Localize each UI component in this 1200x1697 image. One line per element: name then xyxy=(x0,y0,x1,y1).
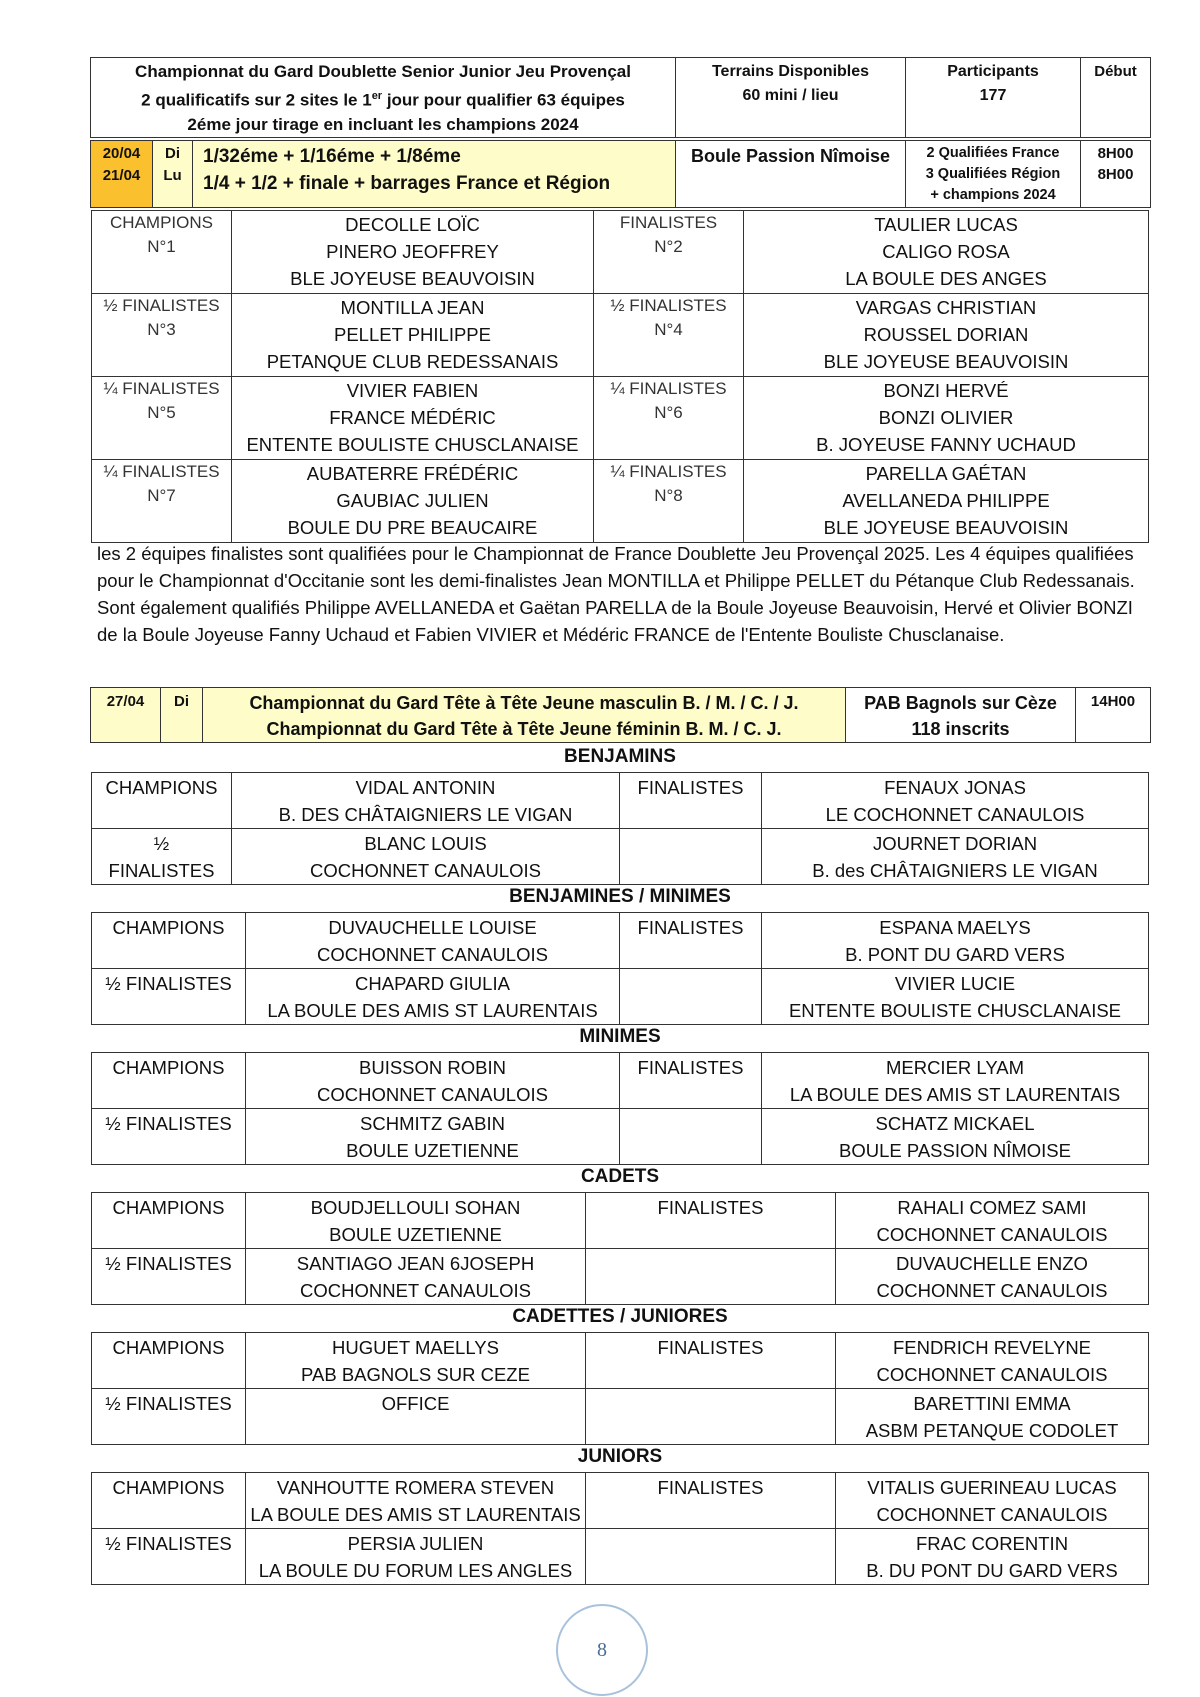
category-title: BENJAMINS xyxy=(564,746,676,767)
label-line: N°3 xyxy=(147,320,176,339)
category-title: MINIMES xyxy=(579,1026,661,1047)
club-name: LA BOULE DES AMIS ST LAURENTAIS xyxy=(789,1084,1121,1105)
inscrits-count: 118 inscrits xyxy=(911,719,1010,739)
label-line: ¼ FINALISTES xyxy=(103,379,220,398)
category-title: JUNIORS xyxy=(577,1446,663,1467)
qualification-paragraph: les 2 équipes finalistes sont qualifiées pour le Championnat de France Doublette Jeu Provençal 2025. Les 4 équipes qualifiées pour le Championnat d'Occitanie sont les demi-finalistes Jean MONTILLA et Philippe PELLET du Pétanque Club Redessanais. Sont également qualifiés Philippe AVELLANEDA et Gaëtan PARELLA de la Boule Joyeuse Beauvoisin, Hervé et Olivier BONZI de la Boule Joyeuse Fanny Uchaud et Fabien VIVIER et Médéric FRANCE de l'Entente Bouliste Chusclanaise. xyxy=(97,543,1135,645)
event-title xyxy=(203,688,846,743)
empty-cell xyxy=(586,1529,836,1585)
club-name: B. des CHÂTAIGNIERS LE VIGAN xyxy=(812,860,1098,881)
category-title: CADETS xyxy=(580,1166,660,1187)
player-name: HUGUET MAELLYS xyxy=(332,1337,499,1358)
club-name: BOULE UZETIENNE xyxy=(329,1224,502,1245)
champion-cell xyxy=(246,1333,586,1389)
club-name: B. JOYEUSE FANNY UCHAUD xyxy=(816,434,1076,455)
player-name: FENDRICH REVELYNE xyxy=(892,1337,1092,1358)
result-label xyxy=(594,211,744,294)
champions-row xyxy=(92,1333,1149,1389)
participants-label: Participants xyxy=(947,63,1039,80)
result-label xyxy=(594,294,744,377)
club-name: BLE JOYEUSE BEAUVOISIN xyxy=(823,351,1069,372)
label-line: N°2 xyxy=(654,237,683,256)
club-name: COCHONNET CANAULOIS xyxy=(300,1280,531,1301)
qualification-line: 3 Qualifiées Région xyxy=(925,166,1061,182)
category-title: BENJAMINES / MINIMES xyxy=(509,886,731,907)
player-name: PINERO JEOFFREY xyxy=(326,241,499,262)
title-line: Championnat du Gard Doublette Senior Junior Jeu Provençal xyxy=(135,62,631,81)
times-cell xyxy=(1081,141,1151,208)
event-schedule-row xyxy=(90,140,1151,208)
player-name: VANHOUTTE ROMERA STEVEN xyxy=(276,1477,555,1498)
player-name: SANTIAGO JEAN 6JOSEPH xyxy=(296,1253,535,1274)
finalistes-label: FINALISTES xyxy=(620,913,762,969)
label-line: N°8 xyxy=(654,486,683,505)
club-name: ENTENTE BOULISTE CHUSCLANAISE xyxy=(788,1000,1122,1021)
player-name: OFFICE xyxy=(381,1393,450,1414)
terrains-cell xyxy=(676,58,906,138)
player-name: CALIGO ROSA xyxy=(882,241,1010,262)
event-header-doublette xyxy=(90,57,1151,138)
category-table-minimes xyxy=(91,1052,1149,1165)
semifinalist-cell xyxy=(836,1529,1149,1585)
semifinal-row xyxy=(92,1529,1149,1585)
category-title: CADETTES / JUNIORES xyxy=(512,1306,728,1327)
player-name: RAHALI COMEZ SAMI xyxy=(897,1197,1087,1218)
club-name: COCHONNET CANAULOIS xyxy=(876,1504,1108,1525)
finalist-cell xyxy=(762,913,1149,969)
label-line: N°5 xyxy=(147,403,176,422)
player-name: AUBATERRE FRÉDÉRIC xyxy=(306,463,519,484)
label-line: N°7 xyxy=(147,486,176,505)
date-cell xyxy=(91,688,161,743)
debut-label: Début xyxy=(1094,63,1137,80)
semifinalist-cell xyxy=(246,1109,620,1165)
finalist-cell xyxy=(836,1193,1149,1249)
player-name: VIVIER LUCIE xyxy=(894,973,1016,994)
club-name: COCHONNET CANAULOIS xyxy=(876,1280,1108,1301)
empty-cell xyxy=(586,1389,836,1445)
date: 21/04 xyxy=(102,167,141,184)
player-name: VITALIS GUERINEAU LUCAS xyxy=(867,1477,1117,1498)
start-time: 14H00 xyxy=(1090,693,1136,710)
rounds-line: 1/4 + 1/2 + finale + barrages France et Région xyxy=(203,173,611,194)
finalistes-label: FINALISTES xyxy=(586,1333,836,1389)
finalist-cell xyxy=(762,773,1149,829)
champion-cell xyxy=(246,1473,586,1529)
result-label xyxy=(594,377,744,460)
champions-label: CHAMPIONS xyxy=(92,1193,246,1249)
label-line: ½ xyxy=(153,833,170,854)
venue: Boule Passion Nîmoise xyxy=(690,146,891,166)
semifinalist-cell xyxy=(762,829,1149,885)
club-name: B. PONT DU GARD VERS xyxy=(845,944,1065,965)
empty-cell xyxy=(586,1249,836,1305)
club-name: COCHONNET CANAULOIS xyxy=(317,944,548,965)
champions-row xyxy=(92,1053,1149,1109)
champion-cell xyxy=(246,1193,586,1249)
day-cell xyxy=(161,688,203,743)
club-name: LA BOULE DU FORUM LES ANGLES xyxy=(258,1560,573,1581)
title-line-part: jour pour qualifier 63 équipes xyxy=(382,90,625,110)
champions-row xyxy=(92,1193,1149,1249)
player-name: FENAUX JONAS xyxy=(884,777,1026,798)
label-line: N°4 xyxy=(654,320,683,339)
semifinalist-cell xyxy=(246,1529,586,1585)
title-line: Championnat du Gard Tête à Tête Jeune masculin B. / M. / C. / J. xyxy=(249,693,799,713)
result-row xyxy=(92,460,1149,543)
result-label xyxy=(92,377,232,460)
finalistes-label: FINALISTES xyxy=(620,1053,762,1109)
day: Lu xyxy=(163,167,182,184)
team-cell xyxy=(232,377,594,460)
empty-cell xyxy=(620,829,762,885)
club-name: ENTENTE BOULISTE CHUSCLANAISE xyxy=(246,434,579,455)
result-row xyxy=(92,211,1149,294)
player-name: SCHATZ MICKAEL xyxy=(875,1113,1035,1134)
terrains-value: 60 mini / lieu xyxy=(742,87,839,104)
label-line: ½ FINALISTES xyxy=(610,296,727,315)
day: Di xyxy=(165,145,180,162)
player-name: VIDAL ANTONIN xyxy=(355,777,496,798)
player-name: DUVAUCHELLE ENZO xyxy=(896,1253,1088,1274)
team-cell xyxy=(744,377,1149,460)
player-name: BARETTINI EMMA xyxy=(913,1393,1071,1414)
player-name: MERCIER LYAM xyxy=(885,1057,1025,1078)
label-line: ¼ FINALISTES xyxy=(103,462,220,481)
category-table-benjamins xyxy=(91,772,1149,885)
participants-value: 177 xyxy=(979,87,1007,104)
player-name: BOUDJELLOULI SOHAN xyxy=(310,1197,521,1218)
champion-cell xyxy=(232,773,620,829)
player-name: FRAC CORENTIN xyxy=(915,1533,1069,1554)
qualifications-cell xyxy=(906,141,1081,208)
rounds-line: 1/32éme + 1/16éme + 1/8éme xyxy=(203,146,461,167)
semifinalist-cell xyxy=(232,829,620,885)
player-name: VIVIER FABIEN xyxy=(346,380,479,401)
participants-cell xyxy=(906,58,1081,138)
champion-cell xyxy=(246,913,620,969)
day: Di xyxy=(174,693,189,710)
finalistes-label: FINALISTES xyxy=(586,1193,836,1249)
empty-cell xyxy=(620,969,762,1025)
team-cell xyxy=(744,211,1149,294)
result-label xyxy=(594,460,744,543)
semifinalist-cell xyxy=(246,969,620,1025)
label-line: FINALISTES xyxy=(619,213,718,232)
result-label xyxy=(92,294,232,377)
semifinal-label: ½ FINALISTES xyxy=(92,1109,246,1165)
player-name: JOURNET DORIAN xyxy=(872,833,1038,854)
semifinalist-cell xyxy=(836,1389,1149,1445)
club-name: COCHONNET CANAULOIS xyxy=(876,1364,1108,1385)
player-name: TAULIER LUCAS xyxy=(874,214,1018,235)
days-cell xyxy=(153,141,193,208)
club-name: BOULE PASSION NÎMOISE xyxy=(839,1140,1071,1161)
club-name: LE COCHONNET CANAULOIS xyxy=(825,804,1085,825)
semifinalist-cell xyxy=(246,1249,586,1305)
team-cell xyxy=(232,460,594,543)
player-name: ROUSSEL DORIAN xyxy=(863,324,1029,345)
player-name: BONZI HERVÉ xyxy=(883,380,1009,401)
category-table-benjamines-minimes xyxy=(91,912,1149,1025)
finalist-cell xyxy=(762,1053,1149,1109)
champions-label: CHAMPIONS xyxy=(92,773,232,829)
club-name: BLE JOYEUSE BEAUVOISIN xyxy=(823,517,1069,538)
champion-cell xyxy=(246,1053,620,1109)
player-name: PERSIA JULIEN xyxy=(347,1533,484,1554)
label-line: CHAMPIONS xyxy=(110,213,213,232)
title-superscript: er xyxy=(371,90,383,102)
player-name: DECOLLE LOÏC xyxy=(345,214,480,235)
label-line: ½ FINALISTES xyxy=(103,296,220,315)
event-header-tete-a-tete xyxy=(90,687,1151,743)
label-line: ¼ FINALISTES xyxy=(610,379,727,398)
champions-label: CHAMPIONS xyxy=(92,1053,246,1109)
finalistes-label: FINALISTES xyxy=(620,773,762,829)
semifinal-label: ½ FINALISTES xyxy=(92,969,246,1025)
player-name: DUVAUCHELLE LOUISE xyxy=(328,917,537,938)
venue-cell xyxy=(676,141,906,208)
player-name: BLANC LOUIS xyxy=(364,833,487,854)
player-name: BONZI OLIVIER xyxy=(878,407,1014,428)
club-name: COCHONNET CANAULOIS xyxy=(876,1224,1108,1245)
finalistes-label: FINALISTES xyxy=(586,1473,836,1529)
player-name: VARGAS CHRISTIAN xyxy=(855,297,1037,318)
semifinal-row xyxy=(92,969,1149,1025)
club-name: LA BOULE DES ANGES xyxy=(845,268,1047,289)
semifinal-label: ½ FINALISTES xyxy=(92,1529,246,1585)
semifinal-row xyxy=(92,1109,1149,1165)
player-name: AVELLANEDA PHILIPPE xyxy=(842,490,1050,511)
club-name: BOULE UZETIENNE xyxy=(346,1140,519,1161)
semifinal-row xyxy=(92,829,1149,885)
club-name: COCHONNET CANAULOIS xyxy=(310,860,541,881)
event-title xyxy=(91,58,676,138)
club-name: PETANQUE CLUB REDESSANAIS xyxy=(266,351,559,372)
team-cell xyxy=(744,294,1149,377)
finalist-cell xyxy=(836,1473,1149,1529)
semifinal-label: ½ FINALISTES xyxy=(92,1249,246,1305)
semifinal-label: ½ FINALISTES xyxy=(92,1389,246,1445)
player-name: PARELLA GAÉTAN xyxy=(865,463,1027,484)
result-row xyxy=(92,377,1149,460)
result-row xyxy=(92,294,1149,377)
title-line: 2éme jour tirage en incluant les champions 2024 xyxy=(187,114,579,134)
result-label xyxy=(92,460,232,543)
club-name: BOULE DU PRE BEAUCAIRE xyxy=(287,517,538,538)
result-label xyxy=(92,211,232,294)
semifinal-row xyxy=(92,1249,1149,1305)
semifinal-row xyxy=(92,1389,1149,1445)
start-time: 8H00 xyxy=(1097,145,1134,162)
doublette-results-table xyxy=(91,210,1149,543)
player-name: PELLET PHILIPPE xyxy=(334,324,491,345)
debut-cell xyxy=(1081,58,1151,138)
champions-label: CHAMPIONS xyxy=(92,1333,246,1389)
date: 27/04 xyxy=(106,693,145,710)
date: 20/04 xyxy=(102,145,141,162)
dates-cell xyxy=(91,141,153,208)
venue: PAB Bagnols sur Cèze xyxy=(864,693,1057,713)
category-table-juniors xyxy=(91,1472,1149,1585)
team-cell xyxy=(744,460,1149,543)
time-cell xyxy=(1076,688,1151,743)
semifinalist-cell xyxy=(762,969,1149,1025)
team-cell xyxy=(232,211,594,294)
player-name: ESPANA MAELYS xyxy=(879,917,1031,938)
club-name: LA BOULE DES AMIS ST LAURENTAIS xyxy=(267,1000,598,1021)
title-line-part: 2 qualificatifs sur 2 sites le 1 xyxy=(141,90,372,110)
player-name: CHAPARD GIULIA xyxy=(355,973,510,994)
title-line xyxy=(91,84,675,113)
champions-row xyxy=(92,1473,1149,1529)
player-name: MONTILLA JEAN xyxy=(340,297,485,318)
player-name: SCHMITZ GABIN xyxy=(360,1113,505,1134)
semifinalist-cell xyxy=(246,1389,586,1445)
venue-cell xyxy=(846,688,1076,743)
champions-row xyxy=(92,913,1149,969)
label-line: FINALISTES xyxy=(108,860,215,881)
finalist-cell xyxy=(836,1333,1149,1389)
label-line: N°6 xyxy=(654,403,683,422)
club-name: ASBM PETANQUE CODOLET xyxy=(865,1420,1119,1441)
club-name: B. DU PONT DU GARD VERS xyxy=(866,1560,1118,1581)
start-time: 8H00 xyxy=(1097,166,1134,183)
champions-row xyxy=(92,773,1149,829)
club-name: BLE JOYEUSE BEAUVOISIN xyxy=(290,268,535,289)
category-table-cadettes-juniores xyxy=(91,1332,1149,1445)
player-name: FRANCE MÉDÉRIC xyxy=(329,407,496,428)
label-line: ¼ FINALISTES xyxy=(610,462,727,481)
rounds-cell xyxy=(193,141,676,208)
player-name: GAUBIAC JULIEN xyxy=(336,490,489,511)
champions-label: CHAMPIONS xyxy=(92,913,246,969)
page-number: 8 xyxy=(556,1604,648,1696)
player-name: BUISSON ROBIN xyxy=(359,1057,506,1078)
title-line: Championnat du Gard Tête à Tête Jeune féminin B. M. / C. J. xyxy=(266,719,782,739)
label-line: N°1 xyxy=(147,237,176,256)
team-cell xyxy=(232,294,594,377)
semifinalist-cell xyxy=(762,1109,1149,1165)
terrains-label: Terrains Disponibles xyxy=(711,63,870,80)
semifinal-label xyxy=(92,829,232,885)
club-name: B. DES CHÂTAIGNIERS LE VIGAN xyxy=(278,804,573,825)
category-table-cadets xyxy=(91,1192,1149,1305)
club-name: LA BOULE DES AMIS ST LAURENTAIS xyxy=(250,1504,581,1525)
club-name: PAB BAGNOLS SUR CEZE xyxy=(301,1364,530,1385)
champions-label: CHAMPIONS xyxy=(92,1473,246,1529)
semifinalist-cell xyxy=(836,1249,1149,1305)
qualification-line: 2 Qualifiées France xyxy=(926,145,1060,161)
club-name: COCHONNET CANAULOIS xyxy=(317,1084,548,1105)
empty-cell xyxy=(620,1109,762,1165)
qualification-line: + champions 2024 xyxy=(930,187,1056,203)
